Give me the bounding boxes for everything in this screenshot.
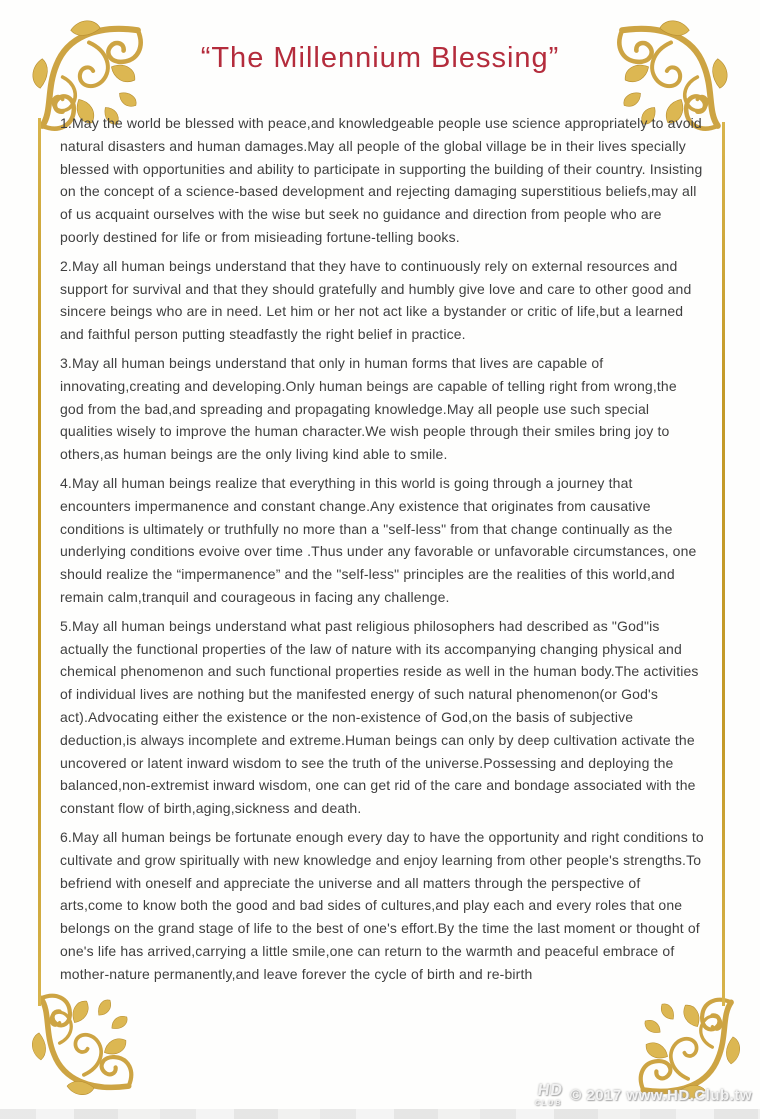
- page-title: “The Millennium Blessing”: [200, 42, 560, 74]
- watermark: [536, 1083, 752, 1107]
- paragraph-5: 5.May all human beings understand what past religious philosophers had described as "God"is actually the functional properties of the law of nature with its accompanying changing physical and chemical phenomenon and such functional properties reside as well in the human body.The activities of individual lives are nothing but the manifested energy of such natural phenomenon(or God's act).Advocating either the existence or the non-existence of God,on the basis of subjective deduction,is always incomplete and extreme.Human beings can only by deep cultivation activate the uncovered or latent inward wisdom to see the truth of the universe.Possessing and deploying the balanced,non-extremist inward wisdom, one can get rid of the care and bondage associated with the constant flow of birth,aging,sickness and death.: [60, 617, 699, 817]
- hdclub-logo-hd: HD: [536, 1082, 564, 1099]
- left-border-line: [38, 118, 41, 1006]
- paragraph-6: 6.May all human beings be fortunate enough every day to have the opportunity and right conditions to cultivate and grow spiritually with new knowledge and enjoy learning from other people's strengths.To befriend with oneself and appreciate the universe and all matters through the perspective of arts,come to know both the good and bad sides of cultures,and play each and every roles that one belongs on the grand stage of life to the best of one's effort.By the time the last moment or thought of one's life has arrived,carrying a little smile,one can return to the warmth and peaceful embrace of mother-nature permanently,and leave forever the cycle of birth and re-birth: [60, 828, 704, 982]
- paragraph-2: 2.May all human beings understand that they have to continuously rely on external resources and support for survival and that they should gratefully and humbly give love and care to other good and sincere beings who are in need. Let him or her not act like a bystander or critic of life,but a learned and faithful person putting steadfastly the right belief in practice.: [60, 257, 692, 343]
- paragraph-4: 4.May all human beings realize that everything in this world is going through a journey that encounters impermanence and constant change.Any existence that originates from causative conditions is ultimately or truthfully no more than a "self-less" from that change continually as the underlying conditions evoive over time .Thus under any favorable or unfavorable circumstances, one should realize the “impermanence” and the "self-less" principles are the realities of this world,and remain calm,tranquil and courageous in facing any challenge.: [60, 474, 697, 605]
- blessing-text: [60, 112, 704, 991]
- watermark-text: © 2017 www.HD.Club.tw: [570, 1086, 752, 1104]
- right-border-line: [722, 122, 725, 1006]
- hdclub-logo-club: CLUB: [534, 1100, 563, 1107]
- bottom-artifact-band: [0, 1109, 760, 1119]
- paragraph-3: 3.May all human beings understand that only in human forms that lives are capable of innovating,creating and developing.Only human beings are capable of telling right from wrong,the god from the bad,and spreading and propagating knowledge.May all people use such special qualities wisely to improve the human character.We wish people through their smiles bring joy to others,as human beings are the only living kind able to smile.: [60, 354, 677, 463]
- paragraph-1: 1.May the world be blessed with peace,and knowledgeable people use science appropriately to avoid natural disasters and human damages.May all people of the global village be in their lives specially blessed with opportunities and ability to participate in supporting the building of their country. Insisting on the concept of a science-based development and rejecting damaging superstitious beliefs,may all of us acquaint ourselves with the wise but seek no guidance and direction from people who are poorly destined for life or from misieading fortune-telling books.: [60, 115, 703, 245]
- corner-flourish-bottom-left-icon: [26, 989, 138, 1101]
- hdclub-logo-icon: [534, 1083, 565, 1107]
